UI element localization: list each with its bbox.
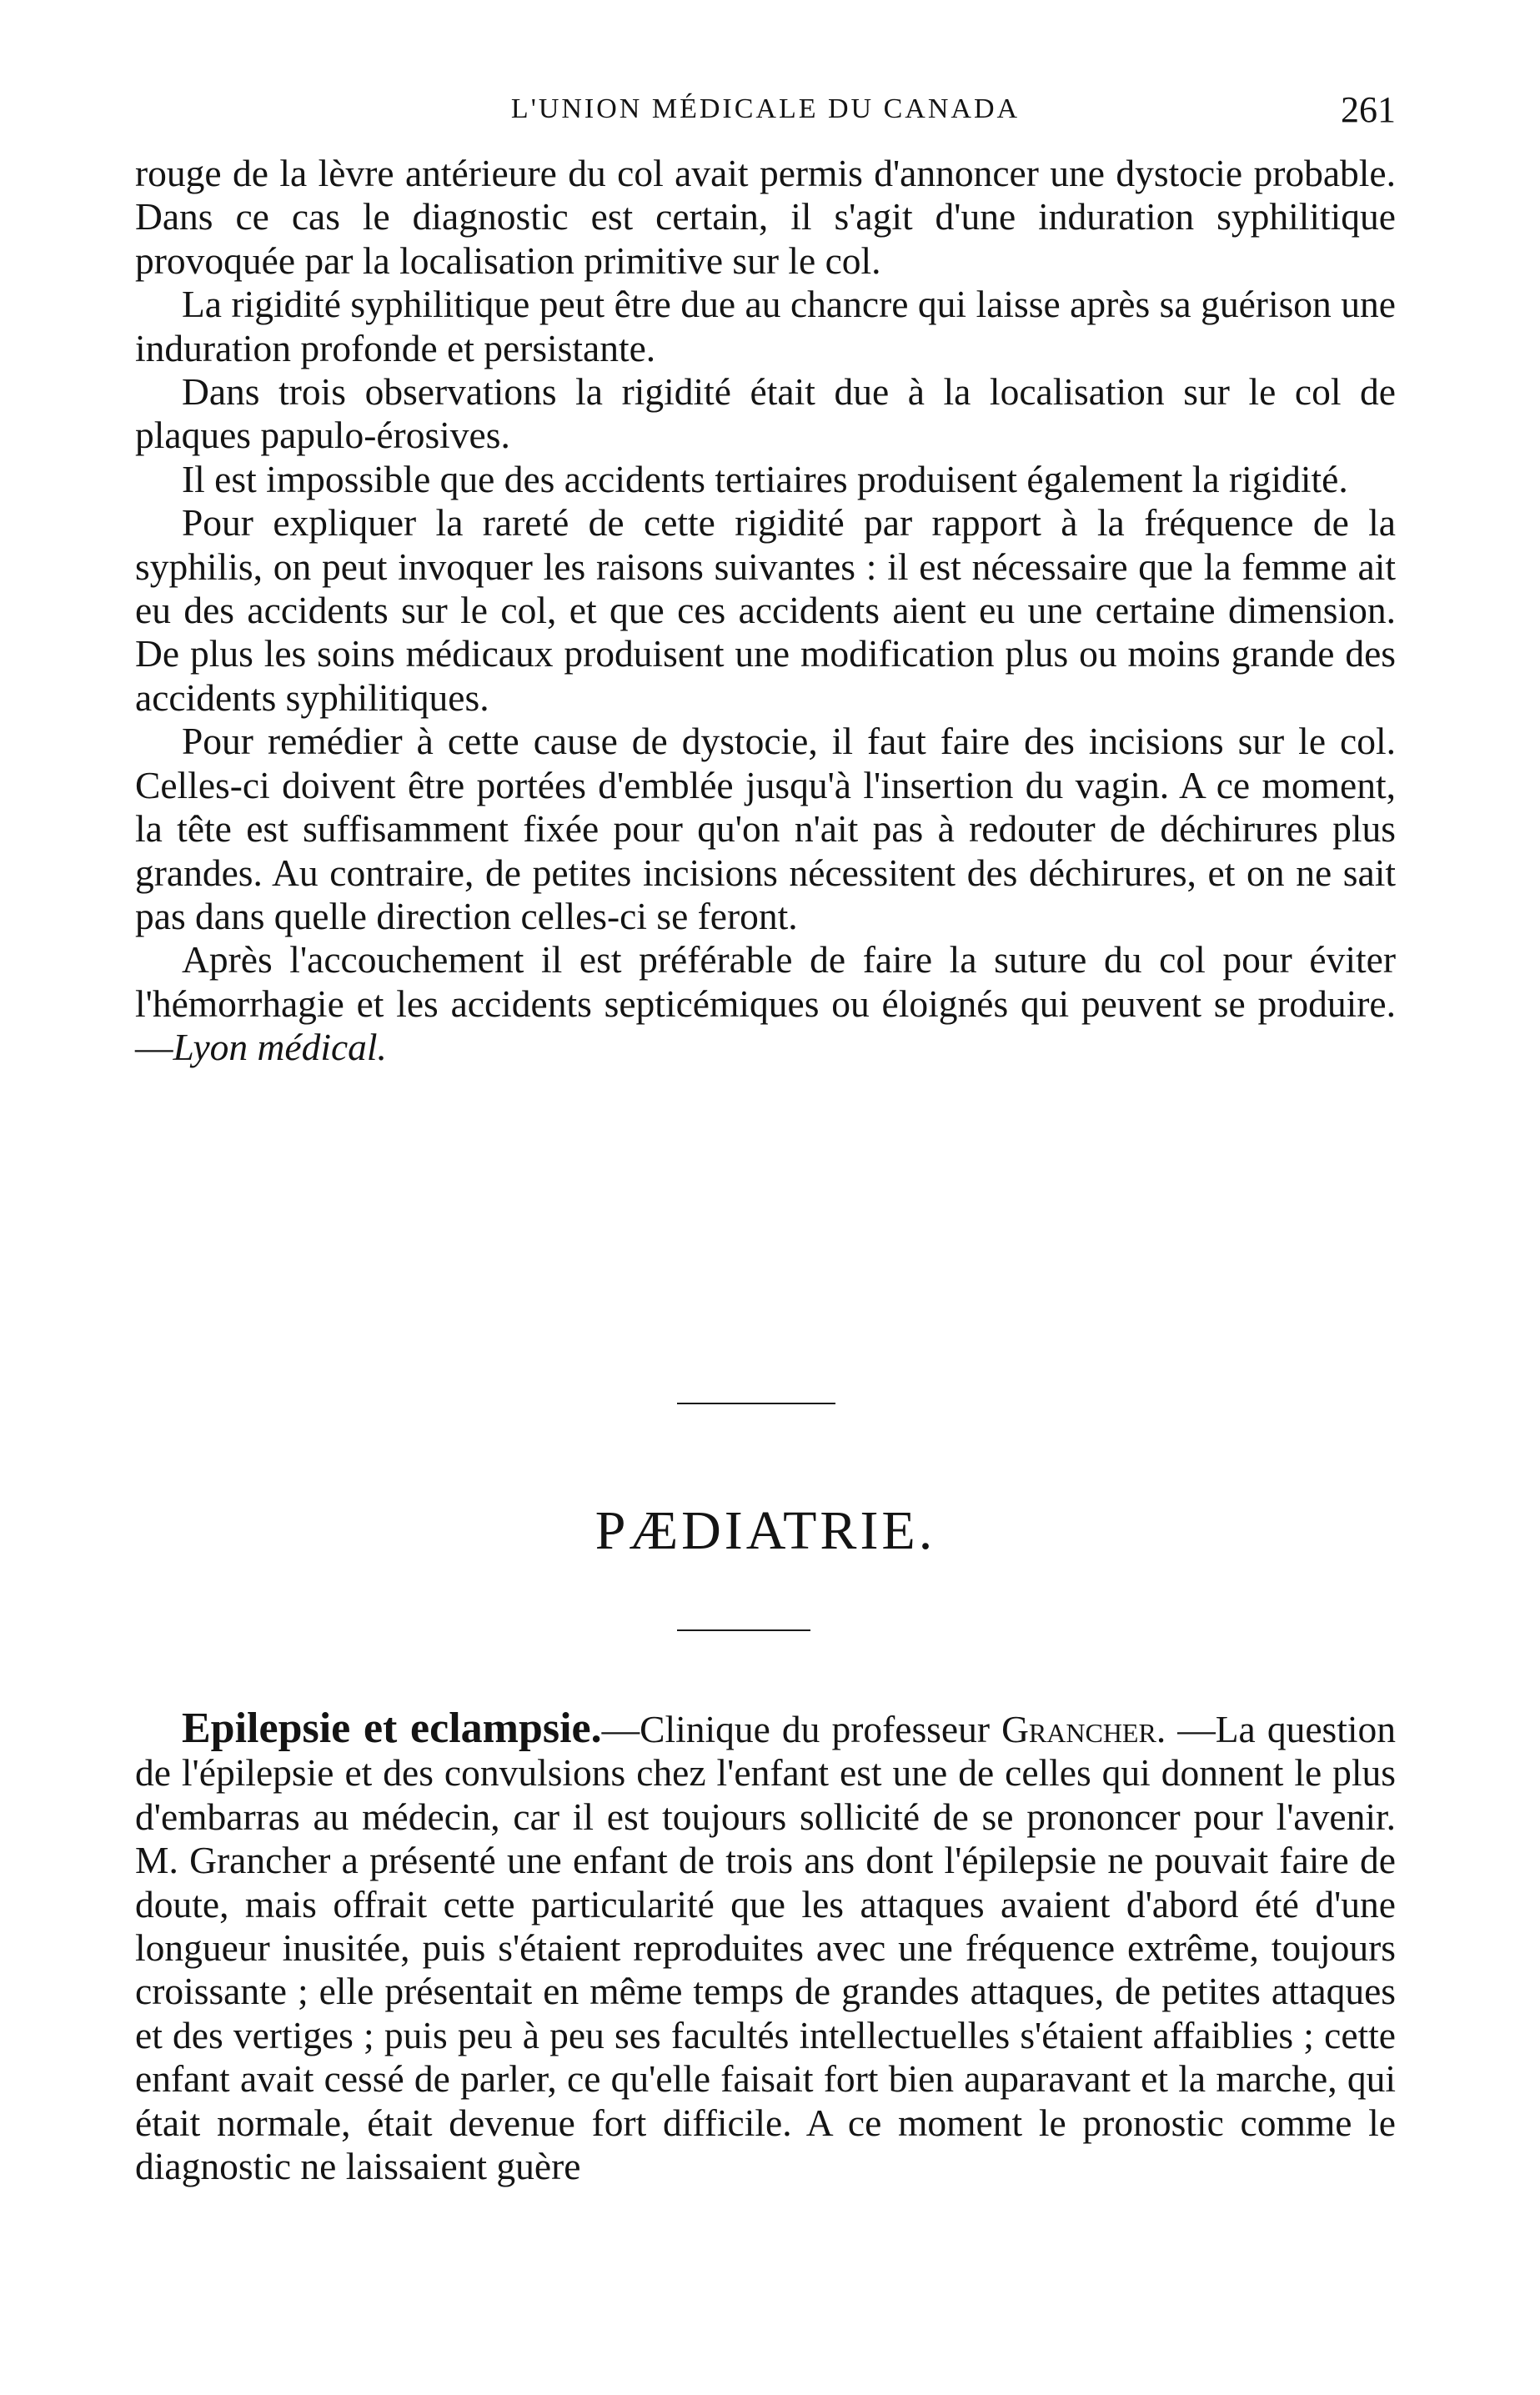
pediatrics-article [135,1707,1396,2188]
page-number: 261 [1341,89,1396,130]
article-subtitle: —Clinique du professeur [601,1708,1002,1750]
top-article-body [135,152,1396,1070]
paragraph: Dans trois observations la rigidité était due à la localisation sur le col de plaques papulo-érosives. [135,370,1396,457]
paragraph: Pour expliquer la rareté de cette rigidité par rapport à la fréquence de la syphilis, on peut invoquer les raisons suivantes : il est nécessaire que la femme ait eu des accidents sur le col, et que ces accidents aient eu une certaine dimension. De plus les soins médicaux produisent une modification plus ou moins grande des accidents syphilitiques. [135,501,1396,719]
article-text: —La question de l'épilepsie et des convulsions chez l'enfant est une de celles qui donnent le plus d'embarras au médecin, car il est toujours sollicité de se prononcer pour l'avenir. M. Grancher a présenté une enfant de trois ans dont l'épilepsie ne pouvait faire de doute, mais offrait cette particularité que les attaques avaient d'abord été d'une longueur inusitée, puis s'étaient reproduites avec une fréquence extrême, toujours croissante ; elle présentait en même temps de grandes attaques, de petites attaques et des vertiges ; puis peu à peu ses facultés intellectuelles s'étaient affaiblies ; cette enfant avait cessé de parler, ce qu'elle faisait fort bien auparavant et la marche, qui était normale, était devenue fort difficile. A ce moment le pronostic comme le diagnostic ne laissaient guère [135,1708,1396,2188]
journal-title: L'UNION MÉDICALE DU CANADA [510,93,1021,124]
paragraph: Pour remédier à cette cause de dystocie, il faut faire des incisions sur le col. Celles-ci doivent être portées d'emblée jusqu'à l'insertion du vagin. A ce moment, la tête est suffisamment fixée pour qu'on n'ait pas à redouter de déchirures plus grandes. Au contraire, de petites incisions nécessitent des déchirures, et on ne sait pas dans quelle direction celles-ci se feront. [135,720,1396,937]
separator-rule [677,1403,835,1404]
paragraph: Il est impossible que des accidents tertiaires produisent également la rigidité. [182,457,1348,500]
paragraph: La rigidité syphilitique peut être due au chancre qui laisse après sa guérison une induration profonde et persistante. [135,283,1396,369]
section-heading: PÆDIATRIE. [594,1500,936,1561]
paragraph-with-source [135,938,1396,1069]
separator-rule [677,1629,810,1631]
professor-name: Grancher. [1001,1708,1166,1750]
paragraph-text: Après l'accouchement il est préférable de faire la suture du col pour éviter l'hémorrhagie et les accidents septicémiques ou éloignés qui peuvent se produire.— [135,938,1396,1069]
article-title: Epilepsie et eclampsie. [182,1705,602,1752]
page [135,89,1396,2188]
source-citation: Lyon médical. [173,1026,387,1069]
article-paragraph [135,1707,1396,2188]
paragraph: rouge de la lèvre antérieure du col avait permis d'annoncer une dystocie probable. Dans ce cas le diagnostic est certain, il s'agit d'une induration syphilitique provoquée par la localisation primitive sur le col. [135,152,1396,282]
running-header [135,89,1396,152]
